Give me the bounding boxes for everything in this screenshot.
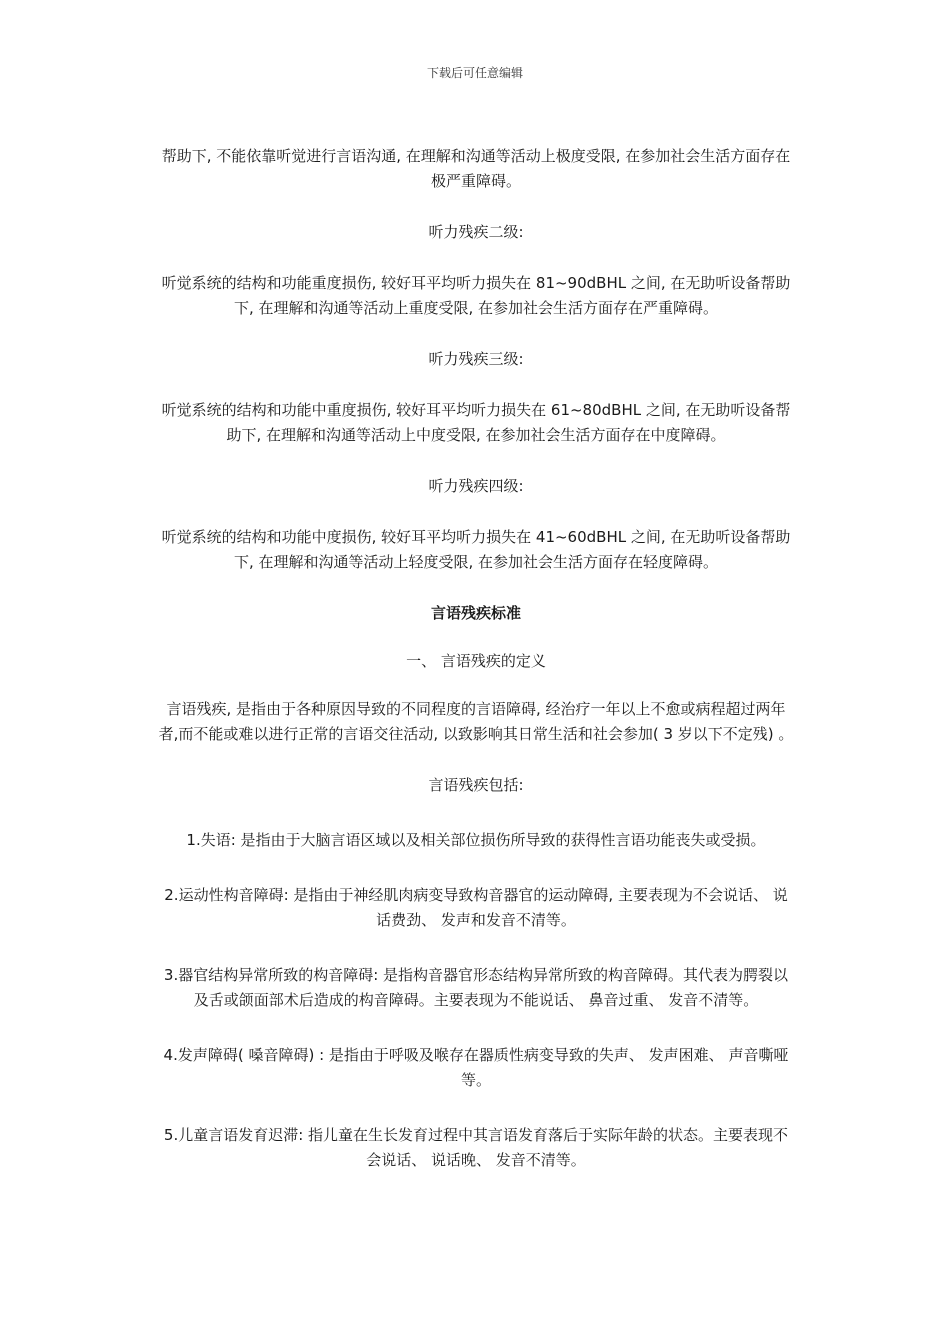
speech-definition-body: 言语残疾, 是指由于各种原因导致的不同程度的言语障碍, 经治疗一年以上不愈或病程超过两年者,而不能或难以进行正常的言语交往活动, 以致影响其日常生活和社会参加( 3 岁以下不定残) 。 [158, 700, 794, 743]
hearing-level3-body: 听觉系统的结构和功能中重度损伤, 较好耳平均听力损失在 61~80dBHL 之间, 在无助听设备帮助下, 在理解和沟通等活动上中度受限, 在参加社会生活方面存在中度障碍。 [161, 401, 791, 444]
document-body [158, 144, 794, 1173]
speech-item-aphasia: 1.失语: 是指由于大脑言语区域以及相关部位损伤所导致的获得性言语功能丧失或受损。 [186, 831, 766, 849]
hearing-level4-title: 听力残疾四级: [428, 477, 524, 495]
speech-includes-title: 言语残疾包括: [428, 776, 524, 794]
hearing-level2-body: 听觉系统的结构和功能重度损伤, 较好耳平均听力损失在 81~90dBHL 之间, 在无助听设备帮助下, 在理解和沟通等活动上重度受限, 在参加社会生活方面存在严重障碍。 [161, 274, 791, 317]
header-note: 下载后可任意编辑 [426, 66, 523, 80]
speech-definition-heading: 一、 言语残疾的定义 [406, 652, 546, 670]
speech-item-dysarthria: 2.运动性构音障碍: 是指由于神经肌肉病变导致构音器官的运动障碍, 主要表现为不会说话、 说话费劲、 发声和发音不清等。 [164, 886, 788, 929]
speech-item-child-language-delay: 5.儿童言语发育迟滞: 指儿童在生长发育过程中其言语发育落后于实际年龄的状态。主要表现不会说话、 说话晚、 发音不清等。 [163, 1126, 789, 1169]
speech-item-voice-disorder: 4.发声障碍( 嗓音障碍) : 是指由于呼吸及喉存在器质性病变导致的失声、 发声困难、 声音嘶哑等。 [163, 1046, 789, 1089]
paragraph-hearing-level1-continued: 帮助下, 不能依靠听觉进行言语沟通, 在理解和沟通等活动上极度受限, 在参加社会生活方面存在极严重障碍。 [161, 147, 791, 190]
speech-item-structural-articulation: 3.器官结构异常所致的构音障碍: 是指构音器官形态结构异常所致的构音障碍。其代表为腭裂以及舌或颌面部术后造成的构音障碍。主要表现为不能说话、 鼻音过重、 发音不清等。 [163, 966, 789, 1009]
hearing-level2-title: 听力残疾二级: [428, 223, 524, 241]
hearing-level3-title: 听力残疾三级: [428, 350, 524, 368]
hearing-level4-body: 听觉系统的结构和功能中度损伤, 较好耳平均听力损失在 41~60dBHL 之间, 在无助听设备帮助下, 在理解和沟通等活动上轻度受限, 在参加社会生活方面存在轻度障碍。 [161, 528, 791, 571]
speech-disability-heading: 言语残疾标准 [430, 604, 521, 622]
